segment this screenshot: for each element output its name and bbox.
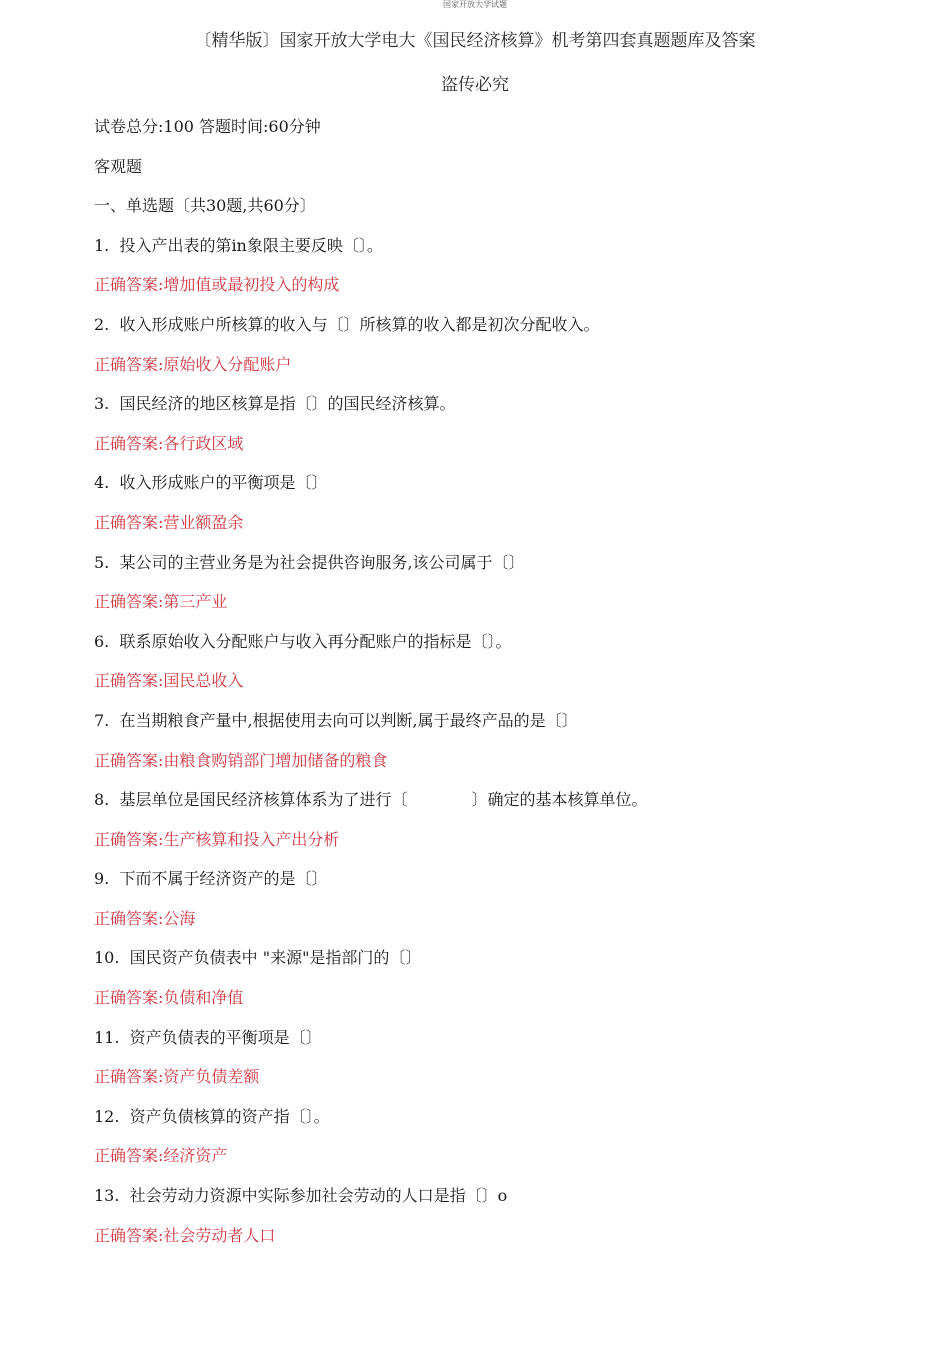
answer-prefix: 正确答案: bbox=[94, 1146, 164, 1166]
answer-text: 国民总收入 bbox=[163, 671, 244, 691]
section-heading: 客观题 bbox=[94, 156, 143, 176]
answer-prefix: 正确答案: bbox=[94, 275, 164, 295]
answer-prefix: 正确答案: bbox=[94, 592, 164, 612]
answer-prefix: 正确答案: bbox=[94, 750, 164, 770]
question-text: 投入产出表的第in象限主要反映〔〕。 bbox=[119, 235, 383, 255]
question-number: 4. bbox=[94, 473, 110, 493]
answer-prefix: 正确答案: bbox=[94, 1225, 164, 1245]
answer-item bbox=[94, 670, 894, 710]
question-text: 国民资产负债表中 "来源"是指部门的〔〕 bbox=[129, 948, 422, 968]
answer-text: 生产核算和投入产出分析 bbox=[163, 829, 340, 849]
answer-text: 公海 bbox=[163, 908, 196, 928]
question-item bbox=[94, 1106, 894, 1146]
question-number: 6. bbox=[94, 631, 110, 651]
answer-text: 资产负债差额 bbox=[163, 1067, 260, 1087]
question-number: 3. bbox=[94, 394, 110, 414]
question-text: 资产负债核算的资产指〔〕。 bbox=[129, 1106, 330, 1126]
answer-prefix: 正确答案: bbox=[94, 829, 164, 849]
question-text: 收入形成账户的平衡项是〔〕 bbox=[119, 473, 328, 493]
answer-prefix: 正确答案: bbox=[94, 433, 164, 453]
answer-text: 增加值或最初投入的构成 bbox=[163, 275, 340, 295]
document-subtitle: 盗传必究 bbox=[441, 75, 509, 95]
question-number: 7. bbox=[94, 710, 110, 730]
answer-prefix: 正确答案: bbox=[94, 908, 164, 928]
answer-item bbox=[94, 433, 894, 473]
answer-item bbox=[94, 829, 894, 869]
question-text: 在当期粮食产量中,根据使用去向可以判断,属于最终产品的是〔〕 bbox=[119, 710, 578, 730]
question-item bbox=[94, 472, 894, 512]
answer-item bbox=[94, 274, 894, 314]
question-text: 基层单位是国民经济核算体系为了进行〔 〕确定的基本核算单位。 bbox=[119, 790, 648, 810]
answer-item bbox=[94, 512, 894, 552]
document-title: 〔精华版〕国家开放大学电大《国民经济核算》机考第四套真题题库及答案 bbox=[194, 31, 756, 51]
answer-text: 经济资产 bbox=[163, 1146, 228, 1166]
question-item bbox=[94, 710, 894, 750]
question-number: 12. bbox=[94, 1106, 120, 1126]
question-item bbox=[94, 552, 894, 592]
question-number: 1. bbox=[94, 235, 110, 255]
question-number: 2. bbox=[94, 314, 110, 334]
answer-text: 各行政区域 bbox=[163, 433, 244, 453]
question-text: 国民经济的地区核算是指〔〕的国民经济核算。 bbox=[119, 394, 456, 414]
question-number: 11. bbox=[94, 1027, 120, 1047]
question-item bbox=[94, 235, 894, 275]
answer-prefix: 正确答案: bbox=[94, 512, 164, 532]
question-item bbox=[94, 631, 894, 671]
question-number: 8. bbox=[94, 790, 110, 810]
answer-item bbox=[94, 591, 894, 631]
question-text: 某公司的主营业务是为社会提供咨询服务,该公司属于〔〕 bbox=[119, 552, 525, 572]
question-text: 资产负债表的平衡项是〔〕 bbox=[129, 1027, 322, 1047]
document-body bbox=[94, 116, 894, 1264]
question-text: 下而不属于经济资产的是〔〕 bbox=[119, 869, 328, 889]
answer-prefix: 正确答案: bbox=[94, 988, 164, 1008]
answer-prefix: 正确答案: bbox=[94, 671, 164, 691]
answer-text: 第三产业 bbox=[163, 592, 228, 612]
answer-item bbox=[94, 1145, 894, 1185]
answer-text: 社会劳动者人口 bbox=[163, 1225, 276, 1245]
answer-text: 由粮食购销部门增加储备的粮食 bbox=[163, 750, 388, 770]
question-item bbox=[94, 947, 894, 987]
question-item bbox=[94, 393, 894, 433]
answer-item bbox=[94, 1066, 894, 1106]
answer-item bbox=[94, 750, 894, 790]
exam-info: 试卷总分:100 答题时间:60分钟 bbox=[94, 117, 321, 136]
answer-item bbox=[94, 908, 894, 948]
answer-item bbox=[94, 987, 894, 1027]
question-number: 5. bbox=[94, 552, 110, 572]
question-item bbox=[94, 1185, 894, 1225]
answer-prefix: 正确答案: bbox=[94, 1067, 164, 1087]
page-header-note: 国家开放大学试题 bbox=[443, 0, 507, 9]
question-list bbox=[94, 235, 894, 1264]
answer-prefix: 正确答案: bbox=[94, 354, 164, 374]
question-text: 社会劳动力资源中实际参加社会劳动的人口是指〔〕o bbox=[129, 1186, 508, 1206]
question-item bbox=[94, 314, 894, 354]
question-item bbox=[94, 1027, 894, 1067]
question-number: 9. bbox=[94, 869, 110, 889]
question-text: 收入形成账户所核算的收入与〔〕所核算的收入都是初次分配收入。 bbox=[119, 314, 600, 334]
answer-text: 营业额盈余 bbox=[163, 512, 244, 532]
question-text: 联系原始收入分配账户与收入再分配账户的指标是〔〕。 bbox=[119, 631, 512, 651]
answer-item bbox=[94, 1225, 894, 1265]
question-item bbox=[94, 789, 894, 829]
answer-text: 原始收入分配账户 bbox=[163, 354, 292, 374]
question-number: 13. bbox=[94, 1186, 120, 1206]
question-item bbox=[94, 868, 894, 908]
part-heading: 一、单选题〔共30题,共60分〕 bbox=[94, 196, 316, 216]
question-number: 10. bbox=[94, 948, 120, 968]
answer-text: 负债和净值 bbox=[163, 988, 244, 1008]
answer-item bbox=[94, 354, 894, 394]
